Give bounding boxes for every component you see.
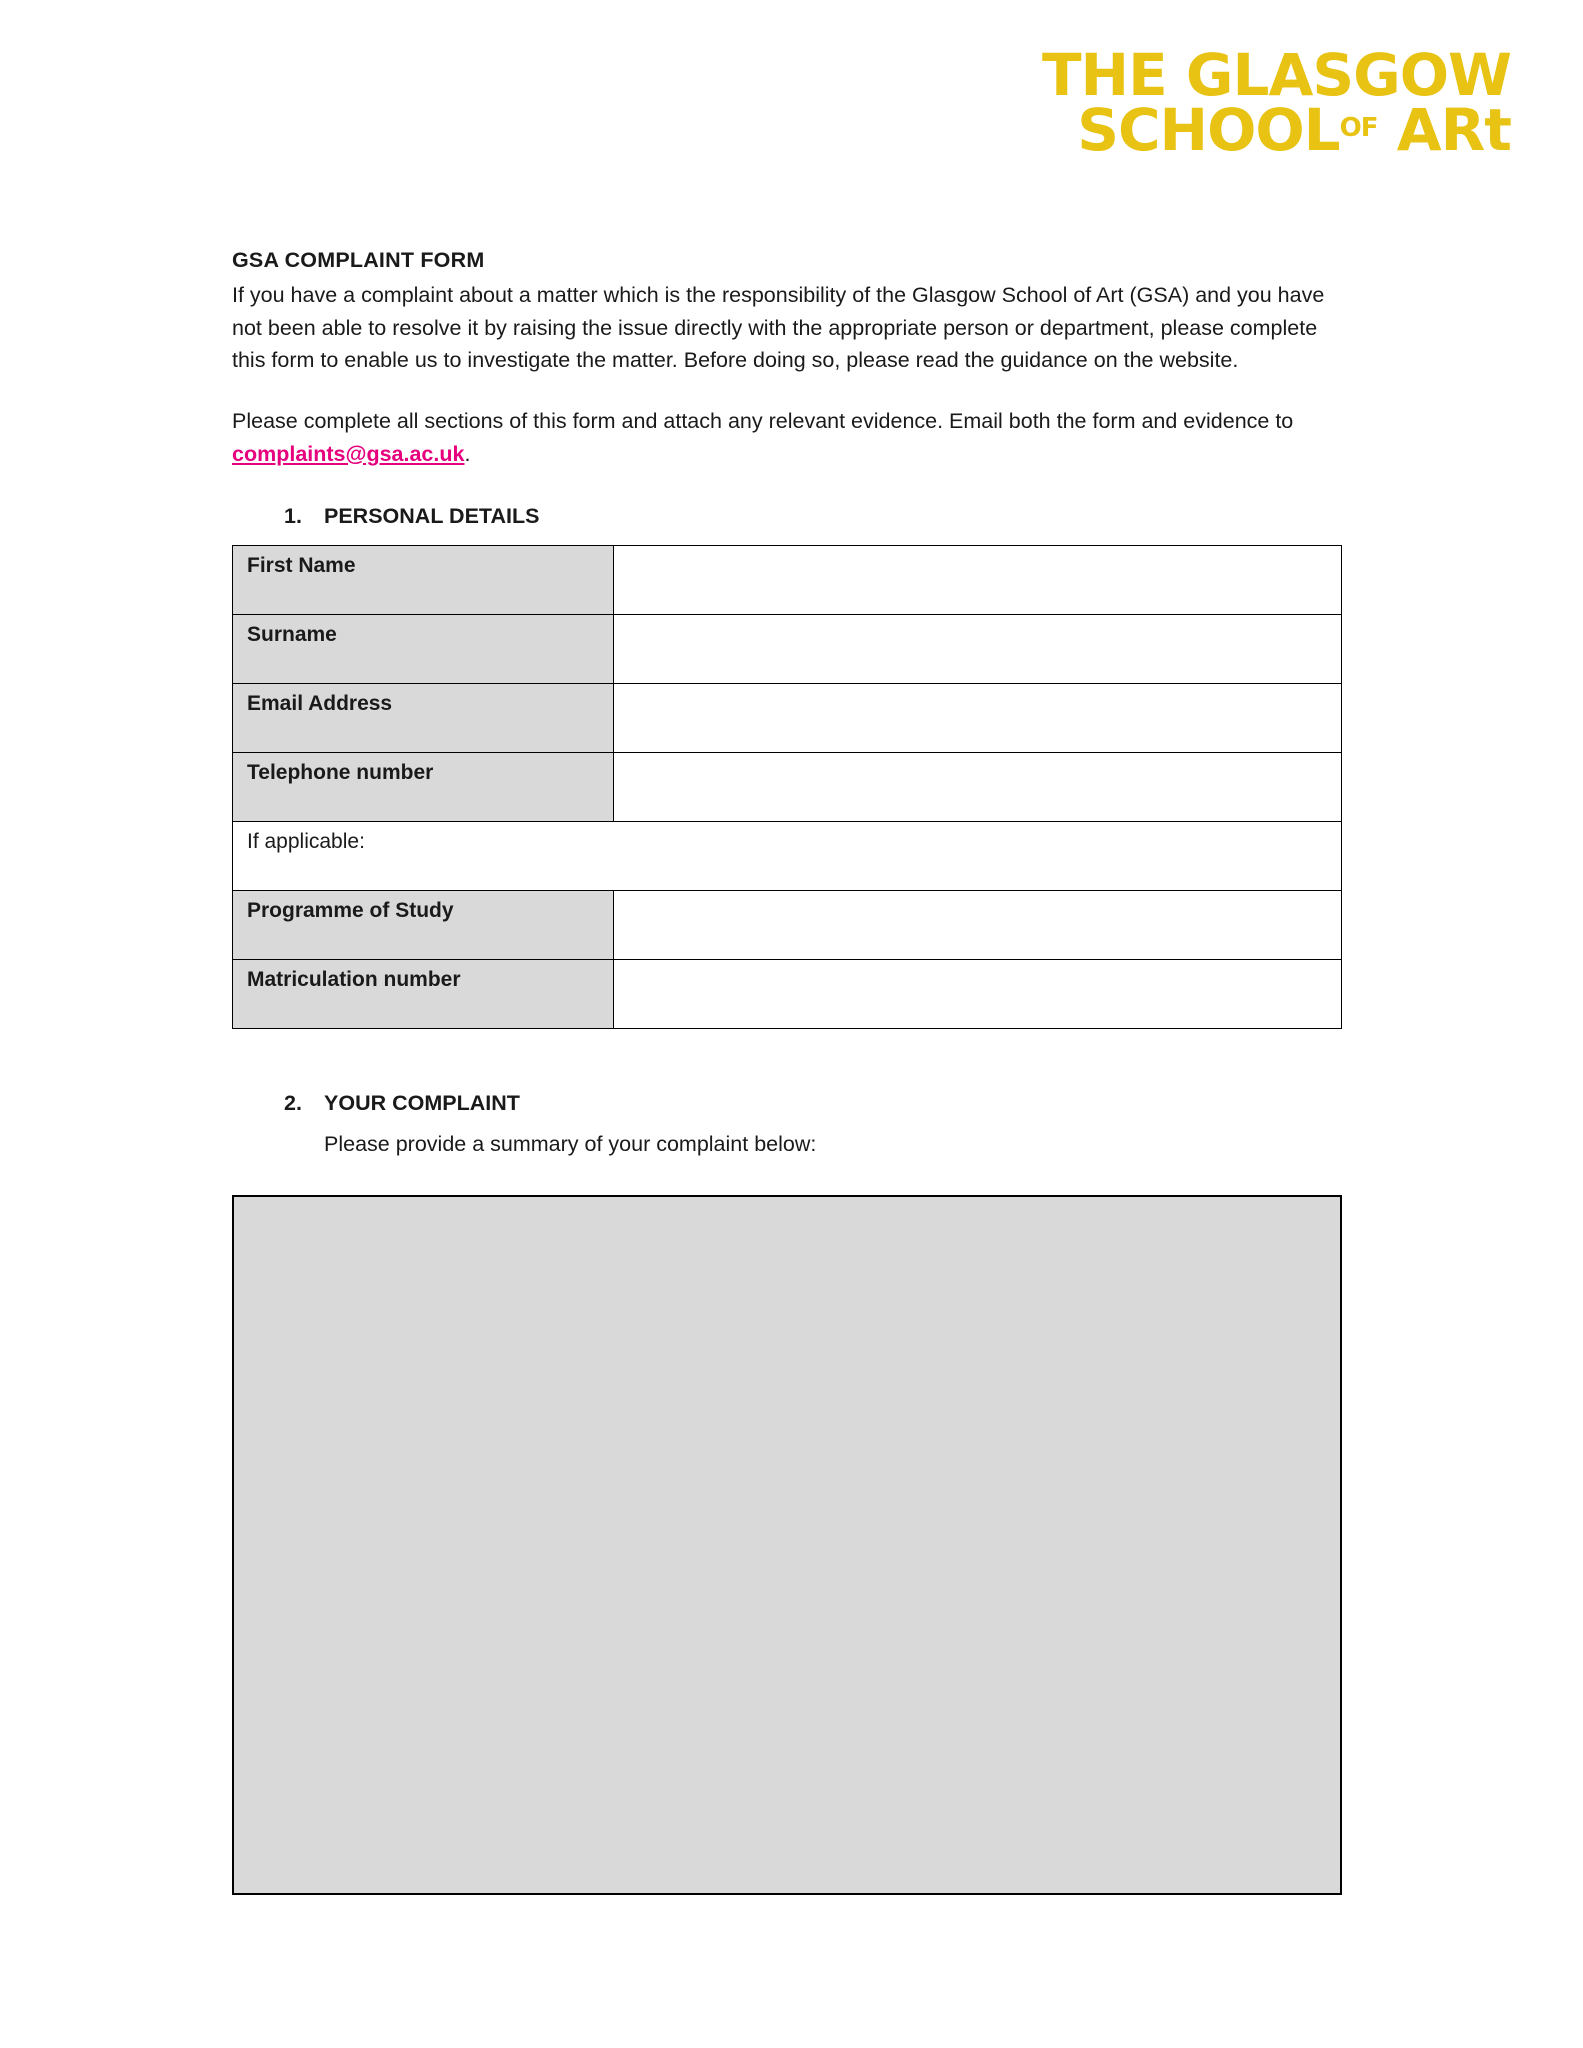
complaint-prompt: Please provide a summary of your complaint below: [324, 1132, 817, 1157]
section-1-number: 1. [284, 504, 302, 529]
complaints-email-link[interactable]: complaints@gsa.ac.uk [232, 441, 465, 466]
table-row [233, 546, 1342, 615]
table-row [233, 960, 1342, 1029]
label-programme-of-study: Programme of Study [233, 891, 614, 960]
logo-line-2 [1042, 96, 1511, 165]
intro-paragraph-2-pre: Please complete all sections of this form and attach any relevant evidence. Email both the form and evidence to [232, 409, 1294, 434]
section-your-complaint [232, 1091, 1342, 1895]
field-matriculation-number[interactable] [614, 960, 1342, 1029]
logo-of-text: OF [1339, 112, 1378, 143]
label-matriculation-number: Matriculation number [233, 960, 614, 1029]
label-email-address: Email Address [233, 684, 614, 753]
intro-paragraph-1: If you have a complaint about a matter which is the responsibility of the Glasgow School of Art (GSA) and you have not been able to resolve it by raising the issue directly with the appropriate person or department, please complete this form to enable us to investigate the matter. Before doing so, please read the guidance on the website. [232, 283, 1325, 373]
field-first-name[interactable] [614, 546, 1342, 615]
label-telephone-number: Telephone number [233, 753, 614, 822]
section-2-number: 2. [284, 1091, 302, 1116]
logo-line-1: THE GLASGOW [1041, 41, 1511, 109]
field-email-address[interactable] [614, 684, 1342, 753]
table-row-note [233, 822, 1342, 891]
if-applicable-note: If applicable: [233, 822, 1342, 891]
table-row [233, 684, 1342, 753]
table-row [233, 891, 1342, 960]
section-2-title: YOUR COMPLAINT [324, 1091, 520, 1116]
logo-school-text: SCHOOL [1077, 96, 1340, 165]
logo-art-text: ARt [1396, 96, 1511, 165]
label-surname: Surname [233, 615, 614, 684]
intro-paragraph-2 [232, 405, 1342, 470]
label-first-name: First Name [233, 546, 614, 615]
table-row [233, 615, 1342, 684]
complaint-summary-textarea[interactable] [232, 1195, 1342, 1895]
personal-details-table [232, 545, 1342, 1029]
field-surname[interactable] [614, 615, 1342, 684]
field-telephone-number[interactable] [614, 753, 1342, 822]
section-1-title: PERSONAL DETAILS [324, 504, 540, 529]
page-title: GSA COMPLAINT FORM [232, 248, 485, 272]
field-programme-of-study[interactable] [614, 891, 1342, 960]
document-content [232, 248, 1342, 1895]
gsa-logo [1041, 41, 1511, 165]
section-heading-personal-details [232, 504, 1342, 529]
section-heading-your-complaint [232, 1091, 1342, 1116]
table-row [233, 753, 1342, 822]
intro-paragraph-2-post: . [464, 441, 471, 466]
